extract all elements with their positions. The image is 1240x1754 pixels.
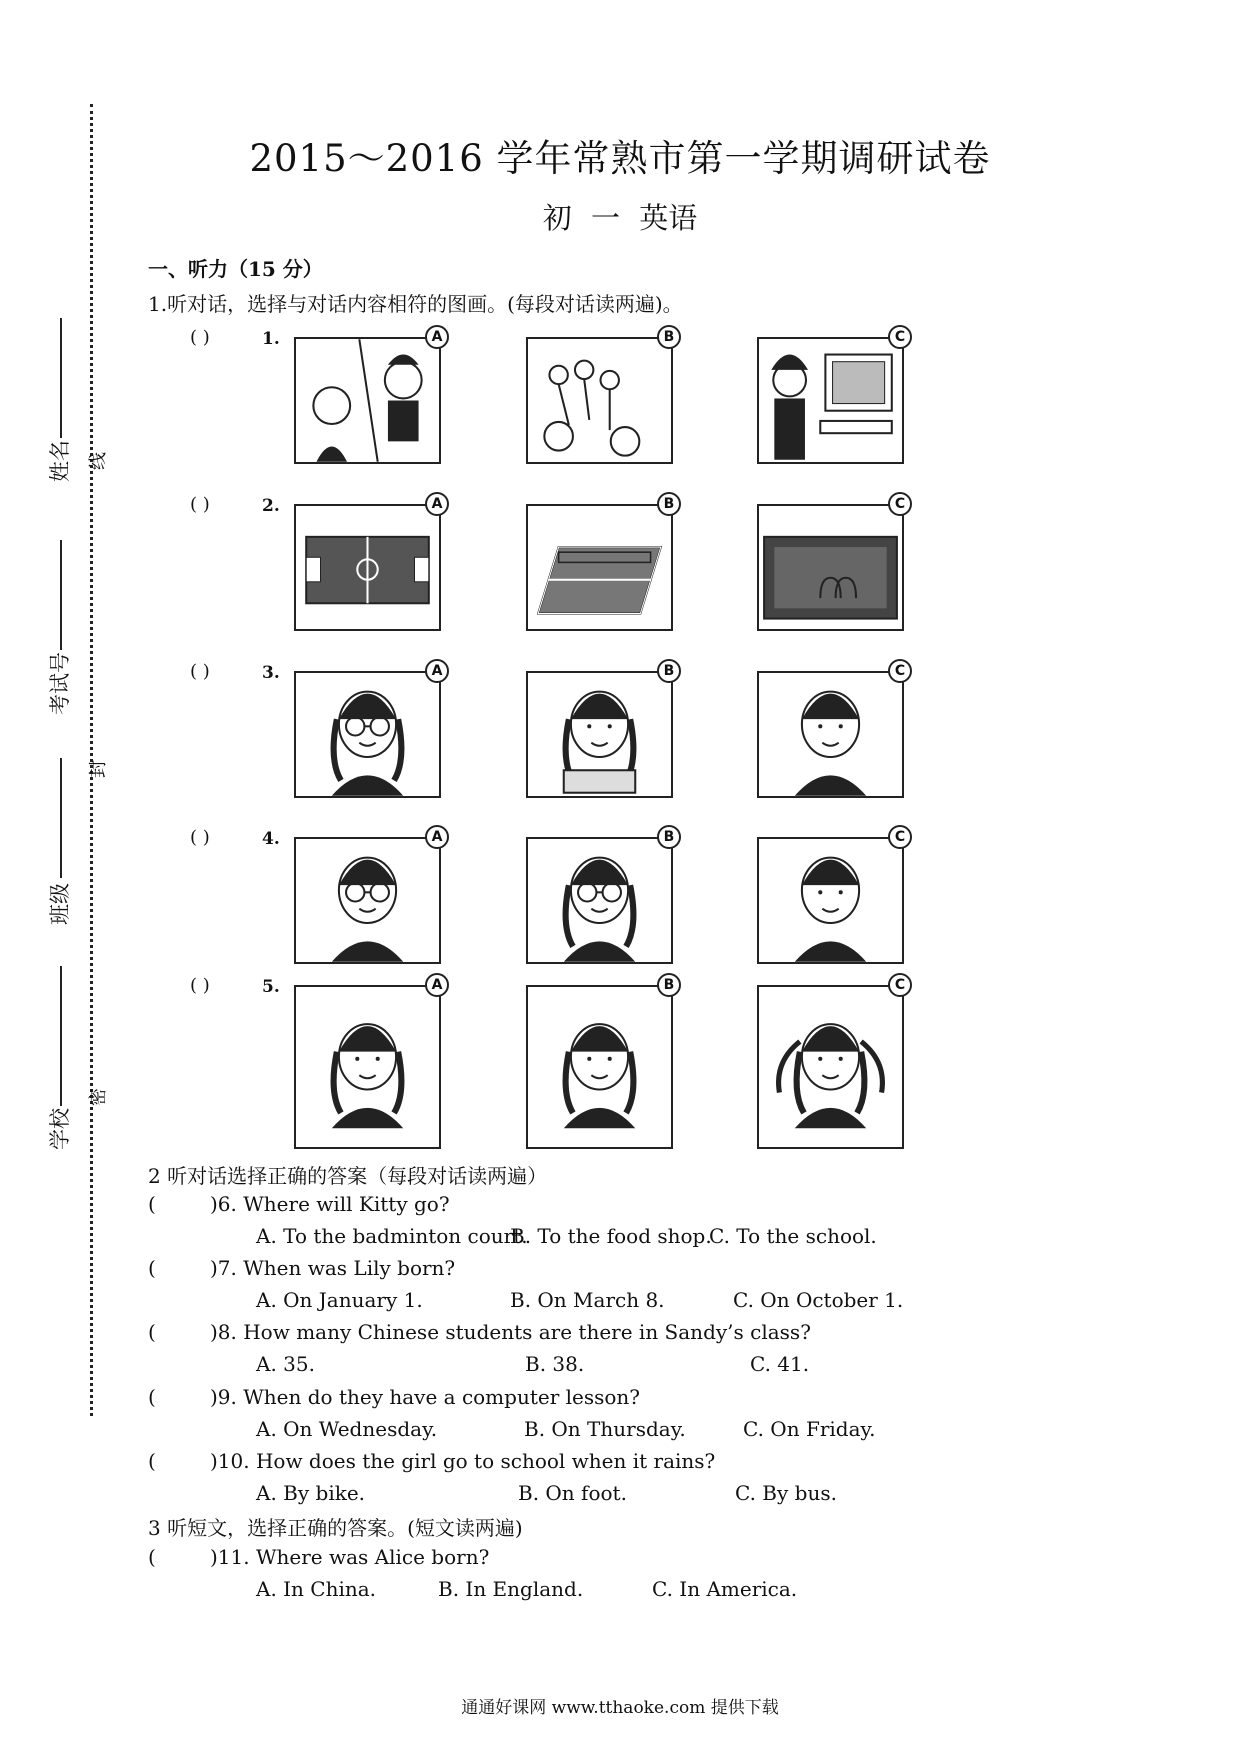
exam-no-blank-line <box>60 540 62 650</box>
answer-paren[interactable]: ( ) <box>190 327 210 348</box>
option-letter-badge: C <box>888 973 912 997</box>
option-letter-badge: A <box>425 825 449 849</box>
answer-paren[interactable]: ( <box>148 1449 156 1473</box>
girl-short-hair-drawing <box>294 985 441 1149</box>
option-letter-badge: B <box>657 825 681 849</box>
mi-mark: 密 <box>88 1088 109 1106</box>
name-blank-line <box>60 318 62 438</box>
option-a: A. In China. <box>256 1577 377 1601</box>
feng-mark: 封 <box>88 760 109 778</box>
class-blank-line <box>60 758 62 878</box>
girl-pigtails-drawing <box>757 985 904 1149</box>
option-c: C. To the school. <box>709 1224 877 1248</box>
answer-paren[interactable]: ( ) <box>190 661 210 682</box>
answer-paren[interactable]: ( <box>148 1545 156 1569</box>
part2-instruction: 2 听对话选择正确的答案（每段对话读两遍） <box>148 1164 548 1188</box>
boy-drawing <box>757 837 904 964</box>
picture-question-number: 4. <box>262 829 280 849</box>
option-b: B. 38. <box>525 1352 585 1376</box>
option-b: B. On foot. <box>518 1481 627 1505</box>
option-a: A. On January 1. <box>256 1288 423 1312</box>
option-a: A. To the badminton court. <box>256 1224 528 1248</box>
question-9 <box>148 1385 640 1409</box>
question-text: )8. How many Chinese students are there in Sandy’s class? <box>210 1320 811 1344</box>
option-a: A. 35. <box>256 1352 315 1376</box>
part3-instruction: 3 听短文，选择正确的答案。(短文读两遍) <box>148 1516 523 1540</box>
question-10 <box>148 1449 715 1473</box>
picture-question-number: 5. <box>262 977 280 997</box>
footer-source: 通通好课网 www.tthaoke.com 提供下载 <box>461 1698 779 1718</box>
family-bike-drawing <box>526 337 673 464</box>
picture-question-number: 1. <box>262 329 280 349</box>
class-label: 班级 <box>48 883 72 925</box>
exam-subtitle: 初 一 英语 <box>542 201 698 235</box>
name-label: 姓名 <box>48 440 72 482</box>
question-8 <box>148 1320 811 1344</box>
xian-mark: 线 <box>88 452 109 470</box>
option-letter-badge: A <box>425 492 449 516</box>
part1-instruction: 1.听对话，选择与对话内容相符的图画。(每段对话读两遍)。 <box>148 292 683 316</box>
school-label: 学校 <box>48 1108 72 1150</box>
girl-glasses-drawing <box>294 671 441 798</box>
tennis-court-drawing <box>526 504 673 631</box>
section-heading-listening: 一、听力（15 分） <box>148 257 323 281</box>
option-c: C. By bus. <box>735 1481 837 1505</box>
answer-paren[interactable]: ( ) <box>190 827 210 848</box>
boy-drawing <box>757 671 904 798</box>
option-letter-badge: B <box>657 325 681 349</box>
option-b: B. To the food shop. <box>510 1224 712 1248</box>
option-a: A. On Wednesday. <box>256 1417 438 1441</box>
answer-paren[interactable]: ( <box>148 1385 156 1409</box>
question-text: )9. When do they have a computer lesson? <box>210 1385 641 1409</box>
exam-title: 2015～2016 学年常熟市第一学期调研试卷 <box>249 137 991 180</box>
girl-drawing <box>526 985 673 1149</box>
answer-paren[interactable]: ( <box>148 1256 156 1280</box>
answer-paren[interactable]: ( <box>148 1192 156 1216</box>
option-letter-badge: C <box>888 659 912 683</box>
option-letter-badge: C <box>888 492 912 516</box>
picture-question-number: 2. <box>262 496 280 516</box>
option-letter-badge: A <box>425 973 449 997</box>
football-field-drawing <box>294 504 441 631</box>
school-blank-line <box>60 966 62 1106</box>
question-text: )10. How does the girl go to school when it rains? <box>210 1449 716 1473</box>
phone-call-drawing <box>294 337 441 464</box>
option-letter-badge: B <box>657 659 681 683</box>
option-letter-badge: A <box>425 659 449 683</box>
option-letter-badge: C <box>888 825 912 849</box>
girl-birthday-cake-drawing <box>526 671 673 798</box>
option-letter-badge: B <box>657 973 681 997</box>
answer-paren[interactable]: ( ) <box>190 975 210 996</box>
exam-no-label: 考试号 <box>48 652 72 715</box>
question-6 <box>148 1192 450 1216</box>
option-b: B. On Thursday. <box>524 1417 686 1441</box>
option-letter-badge: B <box>657 492 681 516</box>
option-b: B. On March 8. <box>510 1288 665 1312</box>
question-text: )7. When was Lily born? <box>210 1256 456 1280</box>
swimming-pool-drawing <box>757 504 904 631</box>
option-b: B. In England. <box>438 1577 584 1601</box>
answer-paren[interactable]: ( ) <box>190 494 210 515</box>
option-c: C. On October 1. <box>733 1288 904 1312</box>
option-c: C. In America. <box>652 1577 798 1601</box>
option-c: C. On Friday. <box>743 1417 876 1441</box>
question-text: )11. Where was Alice born? <box>210 1545 490 1569</box>
question-text: )6. Where will Kitty go? <box>210 1192 450 1216</box>
boy-glasses-drawing <box>294 837 441 964</box>
option-letter-badge: C <box>888 325 912 349</box>
option-a: A. By bike. <box>256 1481 366 1505</box>
question-11 <box>148 1545 489 1569</box>
picture-question-number: 3. <box>262 663 280 683</box>
computer-user-drawing <box>757 337 904 464</box>
girl-glasses-drawing <box>526 837 673 964</box>
option-c: C. 41. <box>750 1352 810 1376</box>
answer-paren[interactable]: ( <box>148 1320 156 1344</box>
option-letter-badge: A <box>425 325 449 349</box>
question-7 <box>148 1256 455 1280</box>
